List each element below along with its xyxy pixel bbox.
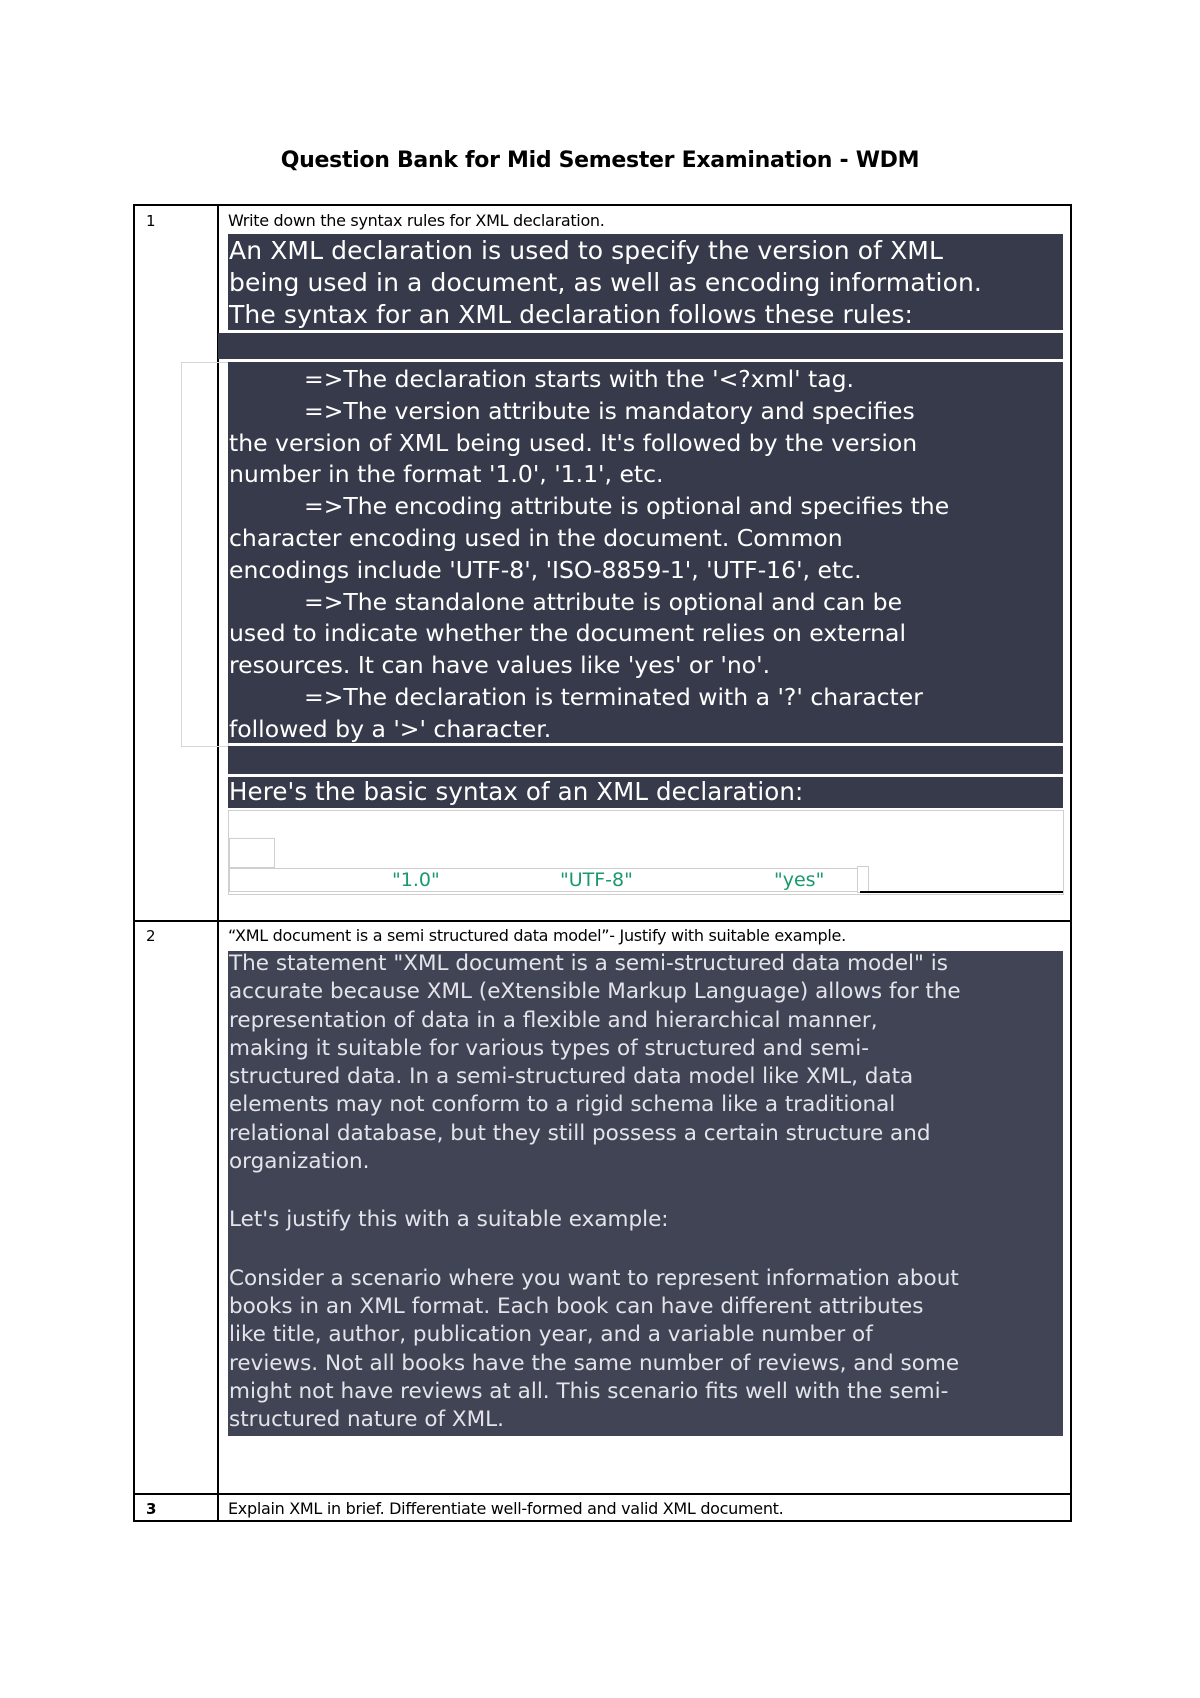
para-line: relational database, but they still possess a certain structure and <box>229 1120 931 1146</box>
intro-line: The syntax for an XML declaration follows these rules: <box>229 300 914 329</box>
para-line: books in an XML format. Each book can have different attributes <box>229 1293 924 1319</box>
rule-line: number in the format '1.0', '1.1', etc. <box>229 460 664 489</box>
para-line: making it suitable for various types of structured and semi- <box>229 1035 869 1061</box>
para-line: Let's justify this with a suitable example: <box>229 1207 669 1233</box>
question-text-1: Write down the syntax rules for XML declaration. <box>228 211 605 230</box>
blank-dark-row <box>218 333 1063 359</box>
code-inner-box <box>229 838 275 868</box>
rule-line: followed by a '>' character. <box>229 714 552 743</box>
question-number-3: 3 <box>146 1500 157 1518</box>
syntax-heading: Here's the basic syntax of an XML declaration: <box>229 777 804 806</box>
para-line: might not have reviews at all. This scenario fits well with the semi- <box>229 1378 949 1404</box>
para-line: The statement "XML document is a semi-structured data model" is <box>229 951 948 976</box>
code-standalone-value: "yes" <box>774 869 825 891</box>
para-line: Consider a scenario where you want to represent information about <box>229 1265 959 1291</box>
intro-line: being used in a document, as well as encoding information. <box>229 268 982 297</box>
question-number-1: 1 <box>146 212 156 230</box>
para-line: elements may not conform to a rigid schema like a traditional <box>229 1092 896 1118</box>
rule-line: =>The standalone attribute is optional and can be <box>304 587 903 616</box>
row-divider-1 <box>133 920 1072 922</box>
question-number-2: 2 <box>146 927 156 945</box>
rule-line: used to indicate whether the document relies on external <box>229 619 906 648</box>
para-line: organization. <box>229 1149 370 1175</box>
rule-line: the version of XML being used. It's followed by the version <box>229 428 918 457</box>
rule-line: =>The version attribute is mandatory and specifies <box>304 396 915 425</box>
para-line: accurate because XML (eXtensible Markup Language) allows for the <box>229 979 961 1005</box>
para-line: representation of data in a flexible and hierarchical manner, <box>229 1007 878 1033</box>
answer-rules-text <box>229 364 949 746</box>
para-line: reviews. Not all books have the same number of reviews, and some <box>229 1350 960 1376</box>
question-text-2: “XML document is a semi structured data model”- Justify with suitable example. <box>228 926 846 945</box>
rule-line: =>The declaration is terminated with a '?' character <box>304 682 923 711</box>
code-underline <box>860 891 1063 893</box>
rule-line: character encoding used in the document. Common <box>229 523 843 552</box>
code-version-value: "1.0" <box>392 869 440 891</box>
para-line: structured nature of XML. <box>229 1407 504 1433</box>
para-line: structured data. In a semi-structured data model like XML, data <box>229 1064 914 1090</box>
intro-line: An XML declaration is used to specify the version of XML <box>229 236 944 265</box>
blank-dark-row-2 <box>228 746 1063 774</box>
answer-2-text <box>229 950 961 1434</box>
rule-line: =>The encoding attribute is optional and specifies the <box>304 492 950 521</box>
code-cursor-box <box>857 866 869 893</box>
para-line: like title, author, publication year, and a variable number of <box>229 1322 873 1348</box>
row-divider-2 <box>133 1493 1072 1495</box>
rule-line: resources. It can have values like 'yes' or 'no'. <box>229 651 771 680</box>
question-text-3: Explain XML in brief. Differentiate well-formed and valid XML document. <box>228 1499 784 1518</box>
ghost-frame <box>181 362 229 747</box>
rule-line: =>The declaration starts with the '<?xml' tag. <box>304 365 855 393</box>
code-encoding-value: "UTF-8" <box>560 869 633 891</box>
rule-line: encodings include 'UTF-8', 'ISO-8859-1', 'UTF-16', etc. <box>229 555 862 584</box>
page-title: Question Bank for Mid Semester Examination - WDM <box>280 148 920 173</box>
code-line-box <box>229 868 861 892</box>
answer-intro-text <box>229 235 982 331</box>
